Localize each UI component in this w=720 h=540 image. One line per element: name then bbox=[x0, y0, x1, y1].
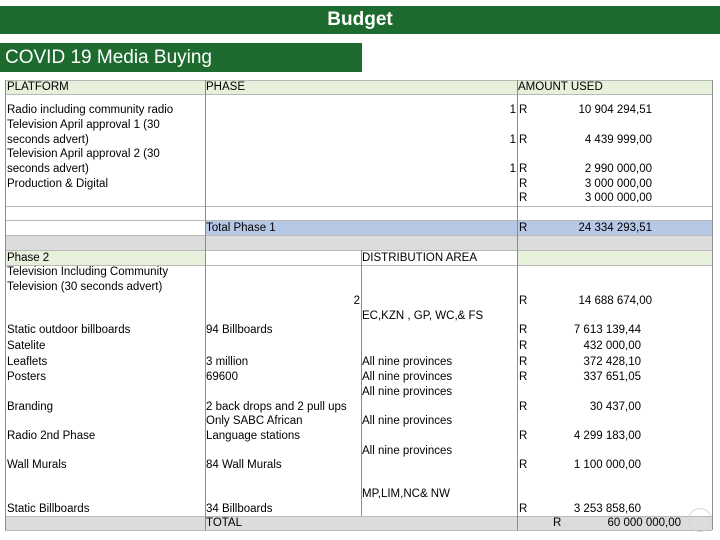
currency-cell: R bbox=[519, 222, 528, 234]
distribution-area-header: DISTRIBUTION AREA bbox=[362, 252, 478, 264]
amount-cell: 7 613 139,44 bbox=[573, 324, 641, 336]
currency-cell: R bbox=[519, 295, 528, 307]
area-cell: All nine provinces bbox=[362, 371, 453, 383]
phase-cell: 1 bbox=[509, 134, 516, 146]
phase2-label: Phase 2 bbox=[7, 252, 50, 264]
quantity-cell: 69600 bbox=[206, 371, 238, 383]
area-cell: MP,LIM,NC& NW bbox=[362, 488, 450, 500]
grand-total-amount: 60 000 000,00 bbox=[607, 517, 681, 529]
phase2-amount-fill bbox=[517, 250, 712, 265]
amount-cell: 372 428,10 bbox=[583, 356, 641, 368]
grid-vline bbox=[517, 80, 518, 530]
column-header-amount: AMOUNT USED bbox=[518, 81, 603, 93]
platform-cell: Radio 2nd Phase bbox=[7, 430, 96, 442]
grid-line bbox=[5, 250, 712, 251]
grid-line bbox=[5, 94, 712, 95]
platform-cell: Television April approval 1 (30 seconds advert) bbox=[7, 119, 160, 146]
amount-cell: 10 904 294,51 bbox=[578, 104, 652, 116]
platform-cell: Leaflets bbox=[7, 356, 48, 368]
platform-cell: Television Including Community Television (30 seconds advert) bbox=[7, 266, 169, 293]
amount-cell: 4 299 183,00 bbox=[573, 430, 641, 442]
phase-cell: 2 bbox=[353, 295, 360, 307]
currency-cell: R bbox=[519, 163, 528, 175]
page-title: Budget bbox=[327, 9, 393, 30]
page-subtitle: COVID 19 Media Buying bbox=[5, 47, 212, 68]
amount-cell: 1 100 000,00 bbox=[573, 459, 641, 471]
grand-total-label: TOTAL bbox=[206, 517, 242, 529]
column-header-platform: PLATFORM bbox=[7, 81, 69, 93]
area-cell: All nine provinces bbox=[362, 386, 453, 398]
platform-cell: Static outdoor billboards bbox=[7, 324, 131, 336]
platform-cell: Production & Digital bbox=[7, 178, 108, 190]
currency-cell: R bbox=[519, 324, 528, 336]
quantity-cell: 3 million bbox=[206, 356, 249, 368]
platform-cell: Wall Murals bbox=[7, 459, 67, 471]
currency-cell: R bbox=[519, 401, 528, 413]
amount-cell: 3 000 000,00 bbox=[584, 192, 652, 204]
grid-line bbox=[5, 206, 712, 207]
currency-cell: R bbox=[519, 371, 528, 383]
currency-cell: R bbox=[519, 459, 528, 471]
platform-cell: Satelite bbox=[7, 340, 46, 352]
currency-cell: R bbox=[519, 192, 528, 204]
currency-cell: R bbox=[519, 340, 528, 352]
amount-cell: 432 000,00 bbox=[583, 340, 641, 352]
currency-cell: R bbox=[553, 517, 562, 529]
area-cell: All nine provinces bbox=[362, 445, 453, 457]
quantity-cell: Only SABC African Language stations bbox=[206, 415, 303, 442]
platform-cell: Radio including community radio bbox=[7, 104, 174, 116]
quantity-cell: 84 Wall Murals bbox=[206, 459, 282, 471]
total-phase1-label: Total Phase 1 bbox=[206, 222, 276, 234]
amount-cell: 2 990 000,00 bbox=[584, 163, 652, 175]
area-cell: EC,KZN , GP, WC,& FS bbox=[362, 310, 484, 322]
area-cell: All nine provinces bbox=[362, 415, 453, 427]
amount-cell: 14 688 674,00 bbox=[578, 295, 652, 307]
column-header-phase: PHASE bbox=[206, 81, 245, 93]
amount-cell: 3 253 858,60 bbox=[573, 503, 641, 515]
currency-cell: R bbox=[519, 356, 528, 368]
total-phase1-amount: 24 334 293,51 bbox=[578, 222, 652, 234]
currency-cell: R bbox=[519, 134, 528, 146]
amount-cell: 4 439 999,00 bbox=[584, 134, 652, 146]
currency-cell: R bbox=[519, 430, 528, 442]
amount-cell: 30 437,00 bbox=[589, 401, 641, 413]
separator-row-fill bbox=[5, 235, 712, 250]
platform-cell: Branding bbox=[7, 401, 54, 413]
quantity-cell: 94 Billboards bbox=[206, 324, 273, 336]
grid-vline bbox=[5, 80, 6, 530]
currency-cell: R bbox=[519, 104, 528, 116]
platform-cell: Static Billboards bbox=[7, 503, 90, 515]
header-row-fill bbox=[5, 80, 712, 94]
phase-cell: 1 bbox=[509, 163, 516, 175]
quantity-cell: 2 back drops and 2 pull ups bbox=[206, 401, 347, 413]
platform-cell: Posters bbox=[7, 371, 46, 383]
amount-cell: 3 000 000,00 bbox=[584, 178, 652, 190]
amount-cell: 337 651,05 bbox=[583, 371, 641, 383]
grid-line bbox=[5, 80, 712, 81]
area-cell: All nine provinces bbox=[362, 356, 453, 368]
platform-cell: Television April approval 2 (30 seconds advert) bbox=[7, 148, 160, 175]
grid-vline bbox=[712, 80, 713, 530]
phase-cell: 1 bbox=[509, 104, 516, 116]
currency-cell: R bbox=[519, 178, 528, 190]
quantity-cell: 34 Billboards bbox=[206, 503, 273, 515]
watermark-circle-icon bbox=[688, 508, 712, 532]
currency-cell: R bbox=[519, 503, 528, 515]
